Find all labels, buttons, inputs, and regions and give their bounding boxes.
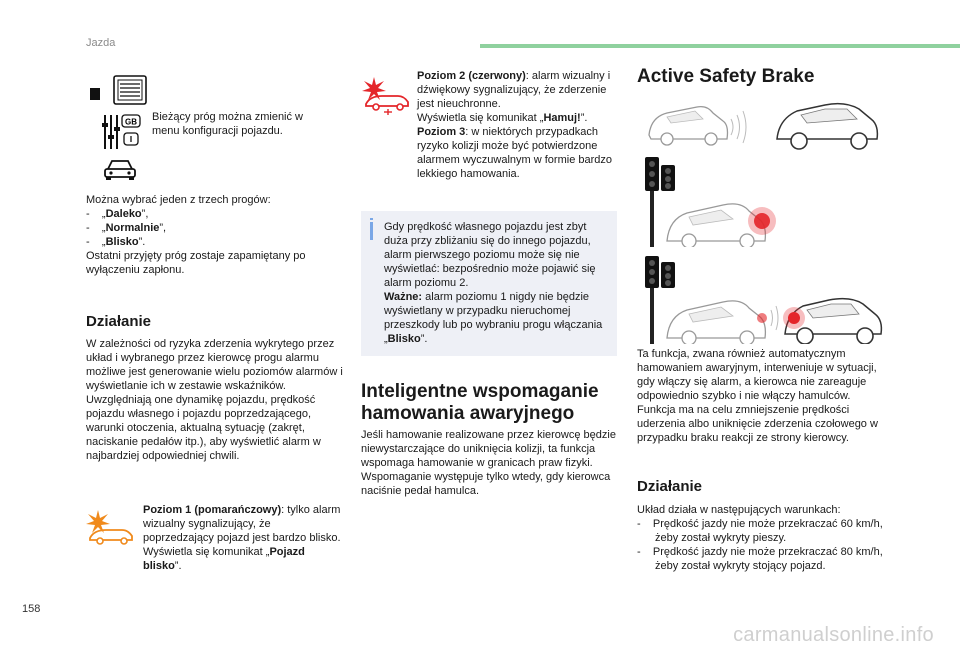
watermark: carmanualsonline.info (733, 624, 934, 646)
emergency-braking-body (361, 428, 617, 498)
threshold-list-block (86, 193, 346, 277)
level2-message: Hamuj! (543, 112, 581, 124)
header-accent-bar (480, 44, 960, 48)
memory-note: Ostatni przyjęty próg zostaje zapamiętany po wyłączeniu zapłonu. (86, 250, 306, 276)
level3-label: Poziom 3 (417, 126, 466, 138)
level1-description: Poziom 1 (pomarańczowy): tylko alarm wizualny sygnalizujący, że poprzedzający pojazd jest bardzo blisko. Wyświetla się komunikat „Pojazd blisko”. (143, 504, 341, 572)
level2-label: Poziom 2 (czerwony) (417, 70, 526, 82)
page-number: 158 (22, 603, 41, 615)
gb-label: GB (125, 117, 137, 127)
section-heading-dzialanie-right: Działanie (637, 478, 703, 495)
list-item: - Prędkość jazdy nie może przekraczać 80 km/h, żeby został wykryty stojący pojazd. (637, 546, 883, 572)
paragraph: W zależności od ryzyka zderzenia wykrytego przez układ i wybranego przez kierowcę progu alarmu możliwe jest generowanie wielu poziomów alarmów i wyświetlanie ich w zestawie wskaźników. (86, 338, 343, 392)
level1-label: Poziom 1 (pomarańczowy) (143, 504, 282, 516)
conditions-block (637, 503, 887, 573)
note-text: Gdy prędkość własnego pojazdu jest zbyt duża przy zbliżaniu się do innego pojazdu, alarm pierwszego poziomu może się nie wyświetlać: bezpośrednio może pojawić się alarm poziomu 2. Ważne: alarm poziomu 1 nigdy nie będzie wyświetlany w przypadku nieruchomej przeszkody lub po wybraniu progu włączania „Blisko”. (384, 221, 603, 345)
display-screen-icon (86, 74, 152, 106)
red-collision-alert-icon (362, 75, 410, 115)
illustration-approach (637, 95, 887, 155)
note-info-icon (370, 222, 373, 240)
conditions-intro: Układ działa w następujących warunkach: (637, 504, 841, 516)
level1-message: Pojazd blisko (143, 546, 305, 572)
level2-3-description: Poziom 2 (czerwony): alarm wizualny i dźwiękowy sygnalizujący, że zderzenie jest nieuchronne. Wyświetla się komunikat „Hamuj!”. Poziom 3: w niektórych przypadkach ryzyko kolizji może być potwierdzone alarmem wyczuwalnym w formie bardzo lekkiego hamowania. (417, 70, 612, 180)
note-warning-label: Ważne: (384, 291, 423, 303)
settings-sliders-icon (100, 111, 142, 151)
orange-collision-alert-icon (86, 508, 134, 546)
paragraph: Jeśli hamowanie realizowane przez kierowcę będzie niewystarczające do uniknięcia kolizji, ta funkcja wspomaga hamowanie w granicach praw fizyki. (361, 429, 616, 469)
list-item: - „Normalnie”, (86, 222, 167, 234)
threshold-change-note: Bieżący próg można zmienić w menu konfiguracji pojazdu. (152, 111, 304, 137)
car-front-icon (102, 157, 138, 181)
paragraph: Wspomaganie występuje tylko wtedy, gdy kierowca naciśnie pedał hamulca. (361, 471, 611, 497)
page-title-active-safety-brake: Active Safety Brake (637, 66, 815, 87)
asb-description (637, 347, 887, 445)
note-info-icon-dot (370, 218, 373, 220)
paragraph: Ta funkcja, zwana również automatycznym hamowaniem awaryjnym, interweniuje w sytuacji, gdy włączy się alarm, a kierowca nie zareaguje odpowiednio szybko i nie włączy hamulców. (637, 348, 877, 402)
section-header: Jazda (86, 37, 116, 49)
list-item: - Prędkość jazdy nie może przekraczać 60 km/h, żeby został wykryty pieszy. (637, 518, 883, 544)
paragraph: Funkcja ma na celu zmniejszenie prędkości uderzenia albo uniknięcie zderzenia czołowego w przypadku braku reakcji ze strony kierowcy. (637, 404, 878, 444)
section-heading-dzialanie-left: Działanie (86, 313, 152, 330)
dzialanie-body (86, 337, 348, 463)
paragraph: Uwzględniają one dynamikę pojazdu, prędkość pojazdu własnego i pojazdu poprzedzającego, warunki otoczenia, aktualną sytuację (zakręt, naciskanie pedałów itp.), aby wyświetlić alarm w najbardziej odpowiedniej chwili. (86, 394, 321, 462)
threshold-intro: Można wybrać jeden z trzech progów: (86, 194, 271, 206)
illustration-stop-light (637, 155, 887, 247)
illustration-braking (637, 254, 887, 344)
list-item: - „Daleko”, (86, 208, 149, 220)
section-heading-emergency-braking: Inteligentne wspomaganie hamowania awaryjnego (361, 381, 599, 424)
list-item: - „Blisko”. (86, 236, 146, 248)
